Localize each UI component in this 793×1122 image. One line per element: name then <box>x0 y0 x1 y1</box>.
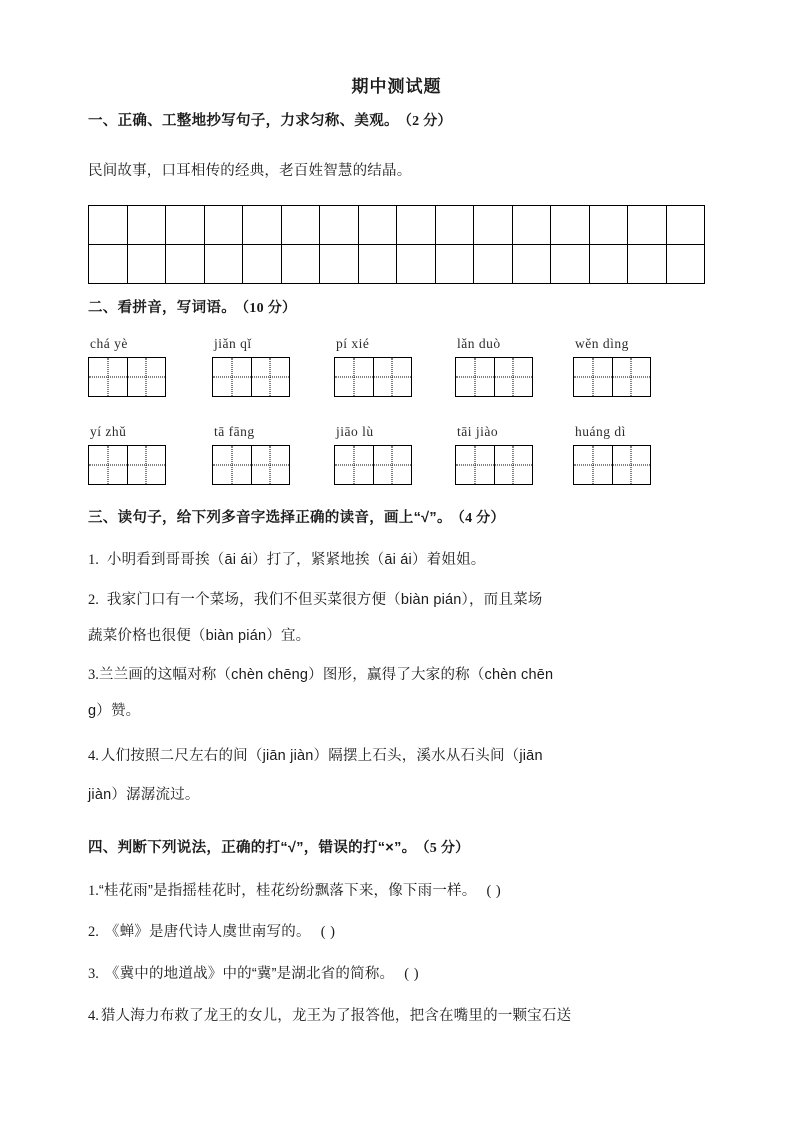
tianzige-cell[interactable] <box>213 446 251 484</box>
tianzige-box[interactable] <box>212 445 290 485</box>
item-text: g）赞。 <box>88 703 141 719</box>
section3-item-cont <box>88 784 708 806</box>
answer-blank[interactable]: ( ) <box>486 883 502 899</box>
section3-item <box>88 549 708 571</box>
section4-heading <box>88 837 708 860</box>
item-number: 3. <box>88 667 99 683</box>
section3-item <box>88 745 708 767</box>
section3-score: （4 分） <box>457 511 505 526</box>
pinyin-label: pí xié <box>336 336 370 351</box>
pinyin-item <box>212 336 290 397</box>
section2-heading <box>88 297 708 320</box>
section3-item-cont <box>88 700 708 722</box>
tianzige-cell[interactable] <box>335 358 373 396</box>
tianzige-box[interactable] <box>455 445 533 485</box>
copy-cell[interactable] <box>359 206 398 245</box>
section4-heading-text: 四、判断下列说法，正确的打“√”，错误的打“×”。 <box>88 840 417 856</box>
copy-writing-grid[interactable] <box>88 205 705 284</box>
copy-cell[interactable] <box>551 206 590 245</box>
tianzige-cell[interactable] <box>456 446 494 484</box>
item-number: 1. <box>88 883 99 899</box>
tianzige-cell[interactable] <box>251 446 289 484</box>
pinyin-item <box>334 424 412 485</box>
tianzige-box[interactable] <box>334 357 412 397</box>
item-text: 《冀中的地道战》中的“冀”是湖北省的简称。 <box>104 966 395 982</box>
tianzige-box[interactable] <box>88 445 166 485</box>
copy-cell[interactable] <box>128 245 167 284</box>
copy-cell[interactable] <box>282 245 321 284</box>
tianzige-cell[interactable] <box>574 358 612 396</box>
section3-item <box>88 589 708 611</box>
item-number: 4. <box>88 1008 99 1024</box>
copy-cell[interactable] <box>551 245 590 284</box>
pinyin-row-2 <box>88 424 708 514</box>
section2-score: （10 分） <box>242 301 297 316</box>
pinyin-label: tā fāng <box>214 424 255 439</box>
page-title: 期中测试题 <box>351 77 442 96</box>
tianzige-cell[interactable] <box>494 358 532 396</box>
pinyin-item <box>88 424 166 485</box>
copy-cell[interactable] <box>436 206 475 245</box>
tianzige-box[interactable] <box>212 357 290 397</box>
pinyin-item <box>573 336 651 397</box>
copy-cell[interactable] <box>166 245 205 284</box>
tianzige-cell[interactable] <box>373 358 411 396</box>
section4-item <box>88 1005 708 1027</box>
copy-cell[interactable] <box>474 245 513 284</box>
pinyin-item <box>573 424 651 485</box>
tianzige-cell[interactable] <box>251 358 289 396</box>
pinyin-label: wěn dìng <box>575 336 629 351</box>
tianzige-cell[interactable] <box>127 446 165 484</box>
copy-cell[interactable] <box>320 206 359 245</box>
pinyin-item <box>455 424 533 485</box>
section3-heading-text: 三、读句子，给下列多音字选择正确的读音，画上“√”。 <box>88 510 452 526</box>
copy-cell[interactable] <box>205 206 244 245</box>
copy-cell[interactable] <box>320 245 359 284</box>
copy-cell[interactable] <box>397 245 436 284</box>
tianzige-box[interactable] <box>455 357 533 397</box>
copy-cell[interactable] <box>397 206 436 245</box>
item-text: jiàn）潺潺流过。 <box>88 787 200 803</box>
section1-heading-text: 一、正确、工整地抄写句子，力求匀称、美观。 <box>88 113 399 129</box>
tianzige-cell[interactable] <box>456 358 494 396</box>
tianzige-cell[interactable] <box>494 446 532 484</box>
copy-cell[interactable] <box>436 245 475 284</box>
answer-blank[interactable]: ( ) <box>404 966 420 982</box>
section1-sentence: 民间故事，口耳相传的经典，老百姓智慧的结晶。 <box>88 163 412 179</box>
pinyin-label: jiāo lù <box>336 424 374 439</box>
tianzige-box[interactable] <box>88 357 166 397</box>
copy-cell[interactable] <box>128 206 167 245</box>
copy-cell[interactable] <box>89 245 128 284</box>
item-text: 兰兰画的这幅对称（chèn chēng）图形，赢得了大家的称（chèn chēn <box>98 667 554 683</box>
tianzige-box[interactable] <box>334 445 412 485</box>
copy-cell[interactable] <box>667 206 706 245</box>
tianzige-cell[interactable] <box>89 358 127 396</box>
pinyin-label: chá yè <box>90 336 128 351</box>
item-number: 3. <box>88 966 99 982</box>
copy-cell[interactable] <box>205 245 244 284</box>
copy-cell[interactable] <box>513 206 552 245</box>
section4-item <box>88 963 708 985</box>
section3-item-cont <box>88 625 708 647</box>
pinyin-label: jiǎn qǐ <box>214 336 252 351</box>
copy-cell[interactable] <box>166 206 205 245</box>
tianzige-cell[interactable] <box>89 446 127 484</box>
tianzige-box[interactable] <box>573 445 651 485</box>
section3-heading <box>88 507 708 530</box>
section3-item <box>88 664 708 686</box>
copy-cell[interactable] <box>628 245 667 284</box>
copy-cell[interactable] <box>513 245 552 284</box>
copy-cell[interactable] <box>474 206 513 245</box>
section4-item <box>88 921 708 943</box>
section1-heading <box>88 110 708 133</box>
copy-cell[interactable] <box>282 206 321 245</box>
answer-blank[interactable]: ( ) <box>320 924 336 940</box>
item-number: 4. <box>88 748 99 764</box>
item-text: 猎人海力布救了龙王的女儿，龙王为了报答他，把含在嘴里的一颗宝石送 <box>100 1008 572 1024</box>
pinyin-row-1 <box>88 336 708 426</box>
item-number: 2. <box>88 592 99 608</box>
item-text: 小明看到哥哥挨（āi ái）打了，紧紧地挨（āi ái）着姐姐。 <box>106 552 486 568</box>
item-text: “桂花雨”是指摇桂花时，桂花纷纷飘落下来，像下雨一样。 <box>98 883 477 899</box>
item-text: 我家门口有一个菜场，我们不但买菜很方便（biàn pián），而且菜场 <box>106 592 543 608</box>
section4-item <box>88 880 708 902</box>
copy-cell[interactable] <box>590 245 629 284</box>
pinyin-label: huáng dì <box>575 424 626 439</box>
tianzige-cell[interactable] <box>373 446 411 484</box>
pinyin-item <box>88 336 166 397</box>
copy-cell[interactable] <box>359 245 398 284</box>
tianzige-cell[interactable] <box>612 446 650 484</box>
item-text: 人们按照二尺左右的间（jiān jiàn）隔摆上石头，溪水从石头间（jiān <box>100 748 543 764</box>
copy-cell[interactable] <box>243 245 282 284</box>
section4-score: （5 分） <box>422 841 470 856</box>
tianzige-cell[interactable] <box>127 358 165 396</box>
section1-score: （2 分） <box>404 114 452 129</box>
pinyin-item <box>455 336 533 397</box>
item-number: 1. <box>88 552 99 568</box>
section2-heading-text: 二、看拼音，写词语。 <box>88 300 236 316</box>
tianzige-cell[interactable] <box>612 358 650 396</box>
pinyin-label: lǎn duò <box>457 336 501 351</box>
item-text: 蔬菜价格也很便（biàn pián）宜。 <box>88 628 311 644</box>
pinyin-label: yí zhǔ <box>90 424 127 439</box>
tianzige-cell[interactable] <box>335 446 373 484</box>
item-text: 《蝉》是唐代诗人虞世南写的。 <box>104 924 311 940</box>
copy-cell[interactable] <box>667 245 706 284</box>
tianzige-cell[interactable] <box>213 358 251 396</box>
item-number: 2. <box>88 924 99 940</box>
copy-cell[interactable] <box>590 206 629 245</box>
tianzige-box[interactable] <box>573 357 651 397</box>
copy-cell[interactable] <box>243 206 282 245</box>
copy-cell[interactable] <box>89 206 128 245</box>
copy-cell[interactable] <box>628 206 667 245</box>
pinyin-label: tāi jiào <box>457 424 499 439</box>
tianzige-cell[interactable] <box>574 446 612 484</box>
pinyin-item <box>334 336 412 397</box>
pinyin-item <box>212 424 290 485</box>
